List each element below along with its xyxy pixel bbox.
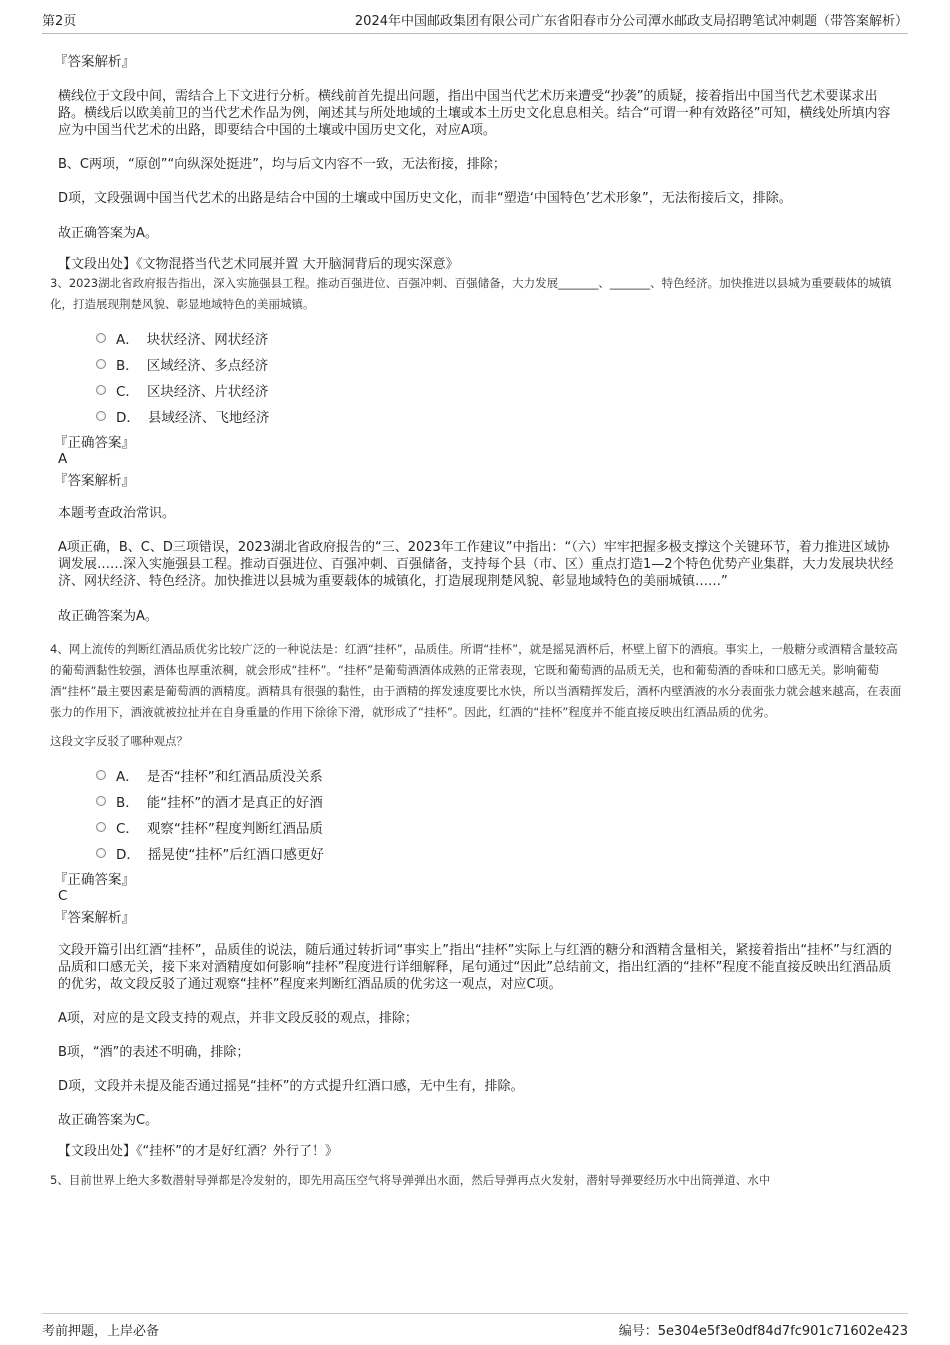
analysis-heading: 『答案解析』 xyxy=(54,910,135,926)
radio-button[interactable] xyxy=(96,822,106,832)
question-prompt: 这段文字反驳了哪种观点？ xyxy=(50,734,188,748)
radio-button[interactable] xyxy=(96,385,106,395)
analysis-conclusion: 故正确答案为A。 xyxy=(58,609,158,624)
question-stem: 3、2023湖北省政府报告指出，深入实施强县工程。推动百强进位、百强冲刺、百强储备，大力发展_______、_______、特色经济。加快推进以县城为重要载体的城镇化，打造展现荆楚风貌、彰显地域特色的美丽城镇。 xyxy=(50,276,892,311)
analysis-paragraph: 文段开篇引出红酒“挂杯”，品质佳的说法，随后通过转折词“事实上”指出“挂杯”实际上与红酒的糖分和酒精含量相关，紧接着指出“挂杯”与红酒的品质和口感无关，接下来对酒精度如何影响“挂杯”程度进行详细解释，尾句通过“因此”总结前文，指出红酒的“挂杯”程度不能直接反映出红酒品质的优劣，故文段反驳了通过观察“挂杯”程度来判断红酒品质的优劣这一观点，对应C项。 xyxy=(58,943,892,992)
document-title: 2024年中国邮政集团有限公司广东省阳春市分公司潭水邮政支局招聘笔试冲刺题（带答案解析） xyxy=(354,14,908,29)
analysis-paragraph: A项正确，B、C、D三项错误，2023湖北省政府报告的“三、2023年工作建议”中指出：“（六）牢牢把握多极支撑这个关键环节，着力推进区域协调发展……深入实施强县工程。推动百强进位、百强冲刺、百强储备，支持每个县（市、区）重点打造1—2个特色优势产业集群，大力发展块状经济、网状经济、特色经济。加快推进以县城为重要载体的城镇化，打造展现荆楚风貌、彰显地域特色的美丽城镇……” xyxy=(58,540,894,589)
analysis-paragraph: A项，对应的是文段支持的观点，并非文段反驳的观点，排除； xyxy=(58,1011,418,1026)
analysis-paragraph: 本题考查政治常识。 xyxy=(58,506,176,521)
analysis-paragraph: D项，文段强调中国当代艺术的出路是结合中国的土壤或中国历史文化，而非“塑造‘中国特色’艺术形象”，无法衔接后文，排除。 xyxy=(58,191,792,206)
passage-source: 【文段出处】《文物混搭当代艺术同展并置 大开脑洞背后的现实深意》 xyxy=(58,257,459,272)
option-a[interactable]: A． 块状经济、网状经济 xyxy=(96,325,902,351)
radio-button[interactable] xyxy=(96,770,106,780)
radio-button[interactable] xyxy=(96,411,106,421)
analysis-paragraph: B项，“酒”的表述不明确，排除； xyxy=(58,1045,250,1060)
analysis-heading: 『答案解析』 xyxy=(54,473,135,489)
option-b[interactable]: B． 区域经济、多点经济 xyxy=(96,351,902,377)
radio-button[interactable] xyxy=(96,848,106,858)
correct-answer-heading: 『正确答案』 xyxy=(54,872,135,888)
analysis-heading: 『答案解析』 xyxy=(54,54,135,70)
radio-button[interactable] xyxy=(96,333,106,343)
correct-answer-heading: 『正确答案』 xyxy=(54,435,135,451)
passage-source: 【文段出处】《“挂杯”的才是好红酒？外行了！》 xyxy=(58,1144,338,1159)
analysis-paragraph: 横线位于文段中间，需结合上下文进行分析。横线前首先提出问题，指出中国当代艺术历来遭受“抄袭”的质疑，接着指出中国当代艺术要谋求出路。横线后以欧美前卫的当代艺术作品为例，阐述其与所处地域的土壤或本土历史文化息息相关。结合“可谓一种有效路径”可知，横线处所填内容应为中国当代艺术的出路，即要结合中国的土壤或中国历史文化，对应A项。 xyxy=(58,89,891,138)
correct-answer: C xyxy=(58,888,68,904)
page-footer xyxy=(42,1313,908,1345)
analysis-paragraph: D项，文段并未提及能否通过摇晃“挂杯”的方式提升红酒口感，无中生有，排除。 xyxy=(58,1079,524,1094)
correct-answer: A xyxy=(58,451,68,467)
radio-button[interactable] xyxy=(96,359,106,369)
option-c[interactable]: C． 区块经济、片状经济 xyxy=(96,377,902,403)
option-d[interactable]: D． 县域经济、飞地经济 xyxy=(96,403,902,429)
radio-button[interactable] xyxy=(96,796,106,806)
footer-slogan: 考前押题，上岸必备 xyxy=(42,1324,160,1339)
option-c[interactable]: C． 观察“挂杯”程度判断红酒品质 xyxy=(96,814,902,840)
question-stem: 4、网上流传的判断红酒品质优劣比较广泛的一种说法是：红酒“挂杯”，品质佳。所谓“挂杯”，就是摇晃酒杯后，杯壁上留下的酒痕。事实上，一般糖分或酒精含量较高的葡萄酒黏性较强，酒体也厚重浓稠，就会形成“挂杯”。“挂杯”是葡萄酒酒体成熟的正常表现，它既和葡萄酒的品质无关，也和葡萄酒的香味和口感无关。影响葡萄酒“挂杯”最主要因素是葡萄酒的酒精度。酒精具有很强的黏性，由于酒精的挥发速度要比水快，所以当酒精挥发后，酒杯内壁酒液的水分表面张力就会越来越高，在表面张力的作用下，酒液就被拉扯并在自身重量的作用下徐徐下滑，就形成了“挂杯”。因此，红酒的“挂杯”程度并不能直接反映出红酒品质的优劣。 xyxy=(50,642,902,719)
analysis-paragraph: B、C两项，“原创”“向纵深处挺进”，均与后文内容不一致，无法衔接，排除； xyxy=(58,157,506,172)
page-number: 第2页 xyxy=(42,14,77,29)
page-header xyxy=(42,0,908,34)
option-a[interactable]: A． 是否“挂杯”和红酒品质没关系 xyxy=(96,762,902,788)
analysis-conclusion: 故正确答案为C。 xyxy=(58,1113,159,1128)
document-body xyxy=(50,44,902,1191)
document-id: 编号：5e304e5f3e0df84d7fc901c71602e423 xyxy=(618,1324,908,1339)
option-d[interactable]: D． 摇晃使“挂杯”后红酒口感更好 xyxy=(96,840,902,866)
options-list xyxy=(96,762,902,866)
question-stem: 5、目前世界上绝大多数潜射导弹都是冷发射的，即先用高压空气将导弹弹出水面，然后导弹再点火发射，潜射导弹要经历水中出筒弹道、水中 xyxy=(50,1173,771,1187)
options-list xyxy=(96,325,902,429)
analysis-conclusion: 故正确答案为A。 xyxy=(58,226,158,241)
option-b[interactable]: B． 能“挂杯”的酒才是真正的好酒 xyxy=(96,788,902,814)
